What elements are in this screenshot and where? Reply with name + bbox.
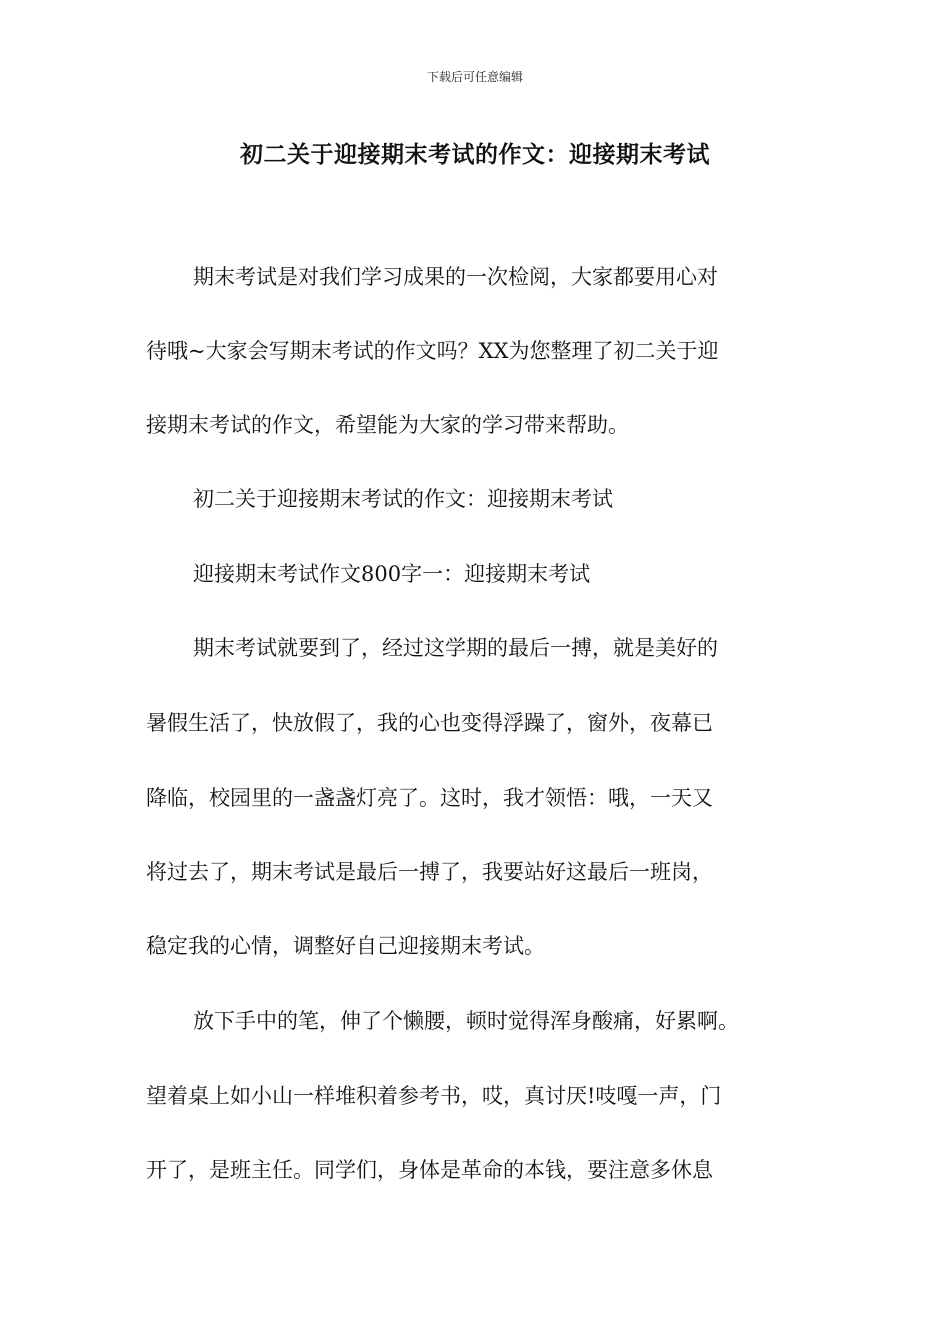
text-line: 望着桌上如小山一样堆积着参考书，哎，真讨厌!吱嘎一声，门	[146, 1084, 722, 1108]
document-title: 初二关于迎接期末考试的作文：迎接期末考试	[240, 141, 710, 168]
text-line: 放下手中的笔，伸了个懒腰，顿时觉得浑身酸痛，好累啊。	[193, 1009, 739, 1033]
text-line: 期末考试是对我们学习成果的一次检阅，大家都要用心对	[193, 265, 718, 289]
text-line: 开了，是班主任。同学们，身体是革命的本钱，要注意多休息	[146, 1158, 713, 1182]
text-line: 将过去了，期末考试是最后一搏了，我要站好这最后一班岗，	[146, 860, 713, 884]
text-line: 降临，校园里的一盏盏灯亮了。这时，我才领悟：哦，一天又	[146, 786, 713, 810]
text-line: 迎接期末考试作文800字一：迎接期末考试	[193, 562, 591, 586]
text-line: 待哦~大家会写期末考试的作文吗？XX为您整理了初二关于迎	[146, 339, 719, 363]
text-line: 期末考试就要到了，经过这学期的最后一搏，就是美好的	[193, 636, 718, 660]
text-line: 稳定我的心情，调整好自己迎接期末考试。	[146, 934, 545, 958]
text-line: 暑假生活了，快放假了，我的心也变得浮躁了，窗外，夜幕已	[146, 711, 713, 735]
text-line: 接期末考试的作文，希望能为大家的学习带来帮助。	[146, 413, 629, 437]
text-line: 初二关于迎接期末考试的作文：迎接期末考试	[193, 487, 613, 511]
header-note: 下载后可任意编辑	[426, 70, 523, 84]
